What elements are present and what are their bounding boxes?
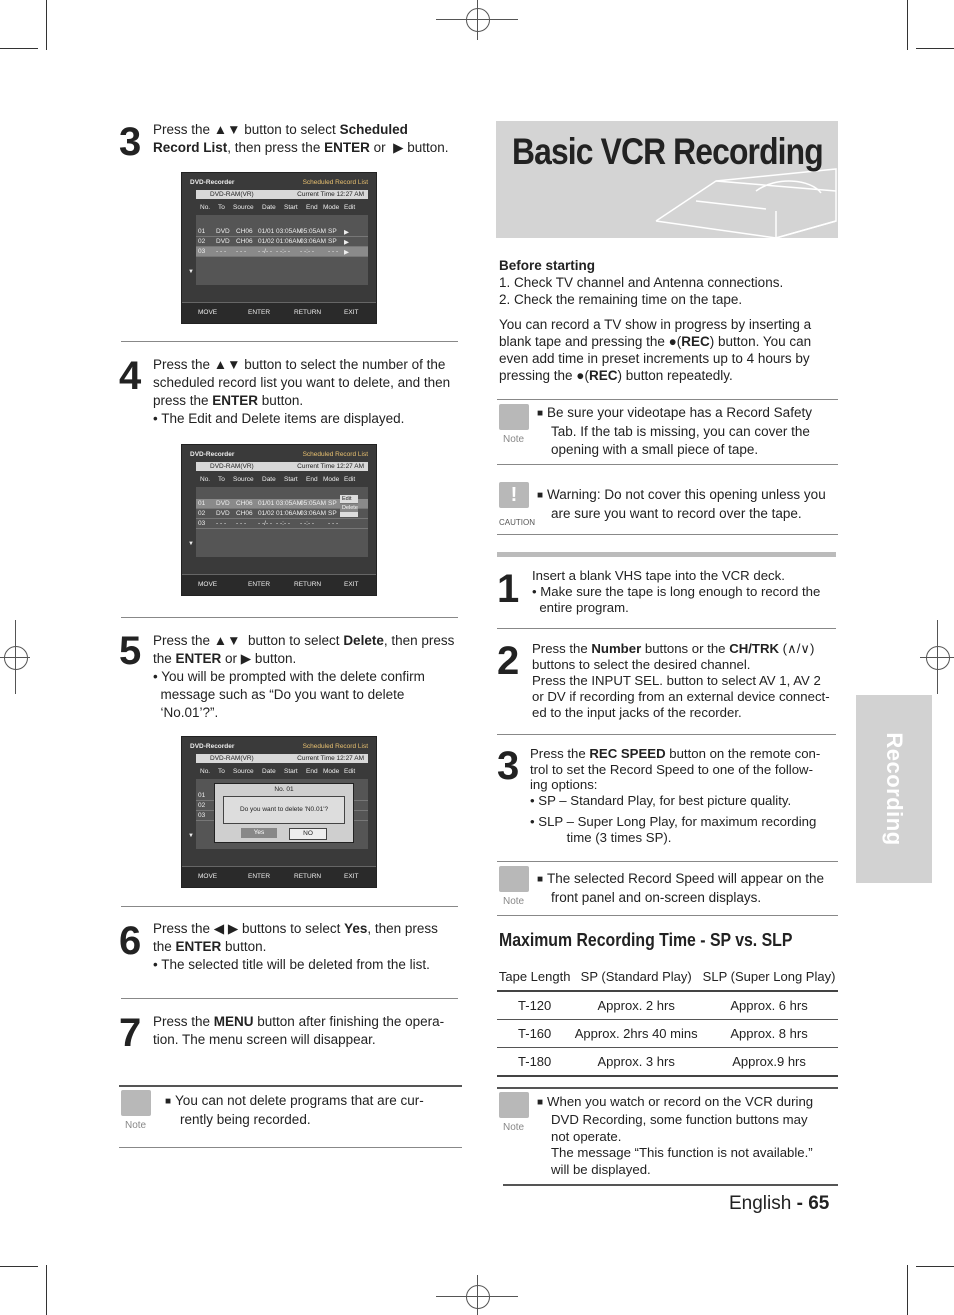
step-number: 4 — [119, 354, 142, 398]
step-line: Press the ◀ ▶ buttons to select Yes, then press — [153, 921, 438, 936]
cell: 01:06AM — [276, 238, 303, 245]
cell: - -/- - — [258, 520, 273, 527]
osd-app: DVD-Recorder — [190, 179, 235, 186]
note-icon — [499, 866, 529, 892]
step-text — [532, 568, 837, 616]
step-line: press the ENTER button. — [153, 393, 304, 408]
cell: 03 — [198, 248, 206, 255]
osd-screen-3 — [181, 736, 377, 888]
cell: 02 — [198, 802, 206, 809]
before-item: 1. Check TV channel and Antenna connections. — [499, 275, 784, 290]
table-row — [196, 237, 368, 247]
step-text — [153, 356, 463, 428]
osd-col: Source — [233, 204, 254, 211]
osd-key: MOVE — [198, 309, 218, 316]
osd-key: RETURN — [294, 581, 322, 588]
note-icon — [499, 1092, 529, 1118]
cell: 03 — [198, 812, 206, 819]
caution-text: ■ Warning: Do not cover this opening unless you are sure you want to record over the tape. — [537, 486, 837, 523]
page-footer — [729, 1193, 829, 1215]
cell: SP — [328, 238, 337, 245]
delete-confirm-dialog — [214, 783, 354, 843]
step-line: Press the MENU button after finishing the opera- — [153, 1014, 445, 1029]
step-number: 1 — [497, 567, 520, 611]
column-header: SLP (Super Long Play) — [700, 962, 838, 991]
edit-menu — [340, 495, 358, 517]
step-line: • You will be prompted with the delete confirm — [153, 669, 425, 684]
scroll-down-icon: ▼ — [188, 269, 194, 275]
cell: - -:- - — [300, 520, 315, 527]
cell: DVD — [216, 238, 230, 245]
note-line: You can not delete programs that are cur- — [175, 1093, 424, 1108]
osd-header — [196, 767, 368, 777]
osd-time: Current Time 12:27 AM — [297, 191, 364, 198]
step-line: Press the Number buttons or the CH/TRK (∧/∨) — [532, 641, 815, 656]
cell: Approx. 6 hrs — [700, 991, 838, 1020]
note-3 — [497, 1090, 838, 1180]
side-tab-label: Recording — [882, 732, 907, 846]
caution-label: CAUTION — [499, 518, 535, 527]
osd-key: ENTER — [248, 309, 271, 316]
step-number: 3 — [119, 120, 142, 164]
step-line: or DV if recording from an external device connect- — [532, 689, 830, 704]
step-line: Press the ▲▼ button to select the number of the — [153, 357, 446, 372]
caution-icon: ! — [499, 482, 529, 508]
before-item: 2. Check the remaining time on the tape. — [499, 292, 743, 307]
cell: DVD — [216, 500, 230, 507]
step-line: trol to set the Record Speed to one of the follow- — [530, 761, 813, 777]
cell: T-160 — [497, 1020, 572, 1048]
note-icon — [499, 404, 529, 430]
osd-col: To — [218, 476, 225, 483]
step-text — [153, 1013, 463, 1049]
recording-time-table — [497, 962, 838, 1077]
step-number: 7 — [119, 1011, 142, 1055]
divider — [497, 534, 838, 535]
step-number: 5 — [119, 629, 142, 673]
osd-col: Edit — [344, 768, 356, 775]
table-header-row — [497, 962, 838, 991]
step-number: 2 — [497, 639, 520, 683]
table-row — [497, 991, 838, 1020]
cell: - - - — [216, 520, 227, 527]
caution-line: are sure you want to record over the tape. — [551, 506, 802, 521]
note-label: Note — [503, 434, 525, 445]
osd-screen-1 — [181, 172, 377, 324]
osd-col: Date — [262, 768, 276, 775]
intro-line: You can record a TV show in progress by inserting a — [499, 317, 812, 332]
osd-key: RETURN — [294, 309, 322, 316]
osd-header — [196, 203, 368, 213]
osd-col: No. — [200, 204, 211, 211]
osd-col: No. — [200, 476, 211, 483]
cell: - - - — [328, 248, 339, 255]
osd-col: To — [218, 768, 225, 775]
divider — [497, 464, 838, 465]
osd-col: No. — [200, 768, 211, 775]
step-line: Press the REC SPEED button on the remote con- — [530, 746, 821, 761]
page-title: Basic VCR Recording — [512, 131, 823, 172]
osd-footer — [182, 302, 376, 323]
before-starting-heading: Before starting — [499, 258, 596, 273]
step-line: • SP – Standard Play, for best picture quality. — [530, 792, 792, 808]
cell: T-180 — [497, 1048, 572, 1077]
footer-language: English — [729, 1193, 792, 1214]
cell: - - - — [328, 520, 339, 527]
osd-footer — [182, 574, 376, 595]
cell: ▶ — [344, 249, 349, 256]
osd-disc: DVD-RAM(VR) — [210, 191, 254, 198]
cell: - -:- - — [300, 248, 315, 255]
osd-col: Mode — [323, 476, 340, 483]
osd-col: End — [306, 768, 318, 775]
step-text — [532, 641, 837, 721]
intro — [499, 316, 839, 384]
note-1 — [497, 402, 838, 462]
note-line: opening with a small piece of tape. — [551, 442, 759, 457]
note-label: Note — [503, 896, 525, 907]
before-starting — [499, 257, 839, 308]
cell: - -:- - — [276, 520, 291, 527]
osd-app: DVD-Recorder — [190, 743, 235, 750]
cell: - -/- - — [258, 248, 273, 255]
step-line: • The Edit and Delete items are displayed. — [153, 411, 405, 426]
divider — [121, 341, 458, 342]
divider — [497, 861, 838, 862]
osd-col: Edit — [344, 476, 356, 483]
cell: SP — [328, 510, 337, 517]
divider — [497, 628, 836, 629]
intro-line: blank tape and pressing the ●(REC) button. You can — [499, 334, 812, 349]
section-bar — [497, 552, 836, 557]
step-text — [530, 746, 837, 845]
note-text: ■ Be sure your videotape has a Record Safety Tab. If the tab is missing, you can cover the opening with a small piece of tape. — [537, 404, 837, 459]
step-line: Press the INPUT SEL. button to select AV 1, AV 2 — [532, 673, 821, 688]
osd-col: Date — [262, 476, 276, 483]
cell: SP — [328, 500, 337, 507]
divider — [503, 1184, 838, 1186]
cell: Approx. 3 hrs — [572, 1048, 700, 1077]
note-label: Note — [125, 1120, 147, 1131]
cell: 01 — [198, 792, 206, 799]
note-line: Be sure your videotape has a Record Safety — [547, 405, 812, 420]
column-header: Tape Length — [497, 962, 572, 991]
cell: 03:06AM — [300, 510, 327, 517]
divider — [497, 399, 838, 400]
table-row — [497, 1020, 838, 1048]
cell: 03 — [198, 520, 206, 527]
cell: CH06 — [236, 510, 253, 517]
title-banner — [496, 121, 838, 238]
note-line: rently being recorded. — [180, 1112, 311, 1127]
delete-item: Delete — [342, 505, 358, 511]
note-line: The message “This function is not available.” — [551, 1145, 813, 1161]
cell: T-120 — [497, 991, 572, 1020]
section-side-tab — [856, 695, 932, 883]
cell: 01:06AM — [276, 510, 303, 517]
step-line: time (3 times SP). — [530, 829, 672, 845]
osd-disc: DVD-RAM(VR) — [210, 463, 254, 470]
note-line: The selected Record Speed will appear on the — [547, 871, 824, 886]
osd-app: DVD-Recorder — [190, 451, 235, 458]
divider — [497, 1087, 838, 1089]
scroll-down-icon: ▼ — [188, 833, 194, 839]
osd-col: Source — [233, 476, 254, 483]
note-line: When you watch or record on the VCR during — [547, 1094, 814, 1109]
dialog-title: No. 01 — [274, 786, 294, 793]
dialog-message: Do you want to delete 'N0.01'? — [223, 796, 345, 824]
divider — [119, 1147, 462, 1148]
step-number: 6 — [119, 919, 142, 963]
cell: - - - — [216, 248, 227, 255]
intro-line: even add time in preset increments up to 4 hours by — [499, 351, 810, 366]
cell: Approx. 2hrs 40 mins — [572, 1020, 700, 1048]
note-label: Note — [503, 1122, 525, 1133]
step-line: • SLP – Super Long Play, for maximum recording — [530, 814, 817, 829]
cell: 01/02 — [258, 510, 275, 517]
cell: 01 — [198, 228, 206, 235]
step-text — [153, 920, 463, 974]
scroll-down-icon: ▼ — [188, 541, 194, 547]
divider — [119, 1085, 462, 1087]
step-line: message such as “Do you want to delete — [153, 687, 405, 702]
step-line: ed to the input jacks of the recorder. — [532, 705, 742, 720]
osd-grid — [196, 215, 368, 285]
note-line: not operate. — [551, 1128, 622, 1144]
cell: SP — [328, 228, 337, 235]
osd-col: To — [218, 204, 225, 211]
osd-key: RETURN — [294, 873, 322, 880]
step-line: Record List, then press the ENTER or ▶ button. — [153, 140, 449, 155]
note-text: ■ When you watch or record on the VCR during DVD Recording, some function buttons may not operate. The message “This function is not available.” will be displayed. — [537, 1094, 837, 1179]
note-text: ■ You can not delete programs that are cur- rently being recorded. — [165, 1092, 455, 1129]
step-text — [153, 121, 463, 157]
osd-key: MOVE — [198, 581, 218, 588]
divider — [121, 617, 458, 618]
osd-disc: DVD-RAM(VR) — [210, 755, 254, 762]
table-row — [196, 227, 368, 237]
step-line: tion. The menu screen will disappear. — [153, 1032, 376, 1047]
osd-key: EXIT — [344, 873, 359, 880]
osd-col: Date — [262, 204, 276, 211]
cell: Approx. 2 hrs — [572, 991, 700, 1020]
intro-line: pressing the ●(REC) button repeatedly. — [499, 368, 733, 383]
table-row — [497, 1048, 838, 1077]
osd-key: MOVE — [198, 873, 218, 880]
osd-list-title: Scheduled Record List — [302, 743, 368, 750]
left-note — [119, 1088, 462, 1146]
step-line: • Make sure the tape is long enough to record the — [532, 584, 821, 599]
step-line: entire program. — [532, 600, 629, 615]
caution-line: Warning: Do not cover this opening unless you — [547, 487, 826, 502]
step-line: • The selected title will be deleted from the list. — [153, 957, 430, 972]
step-line: Press the ▲▼ button to select Scheduled — [153, 122, 408, 137]
cell: - -:- - — [276, 248, 291, 255]
divider — [121, 906, 458, 907]
cell: 03:06AM — [300, 238, 327, 245]
cell: 02 — [198, 510, 206, 517]
note-2 — [497, 864, 838, 914]
osd-screen-2 — [181, 444, 377, 596]
cell: 05:05AM — [300, 228, 327, 235]
osd-col: Mode — [323, 768, 340, 775]
osd-key: ENTER — [248, 873, 271, 880]
step-line: scheduled record list you want to delete, and then — [153, 375, 451, 390]
osd-col: End — [306, 476, 318, 483]
step-line: the ENTER button. — [153, 939, 267, 954]
osd-col: Mode — [323, 204, 340, 211]
note-line: will be displayed. — [551, 1162, 651, 1178]
osd-footer — [182, 866, 376, 887]
table-row — [196, 247, 368, 257]
step-text — [153, 632, 463, 722]
cell: ▶ — [344, 229, 349, 236]
note-line: DVD Recording, some function buttons may — [551, 1111, 808, 1127]
cell: 01/01 — [258, 228, 275, 235]
cell: 03:05AM — [276, 228, 303, 235]
osd-time: Current Time 12:27 AM — [297, 755, 364, 762]
step-line: buttons to select the desired channel. — [532, 657, 751, 672]
divider — [497, 915, 838, 916]
cell: 01/01 — [258, 500, 275, 507]
note-text: ■ The selected Record Speed will appear on the front panel and on-screen displays. — [537, 870, 837, 907]
osd-key: EXIT — [344, 309, 359, 316]
cell: 01 — [198, 500, 206, 507]
table-heading: Maximum Recording Time - SP vs. SLP — [499, 930, 793, 950]
step-line: Insert a blank VHS tape into the VCR deck. — [532, 568, 785, 583]
note-icon — [121, 1090, 151, 1116]
note-line: front panel and on-screen displays. — [551, 890, 762, 905]
cell: CH06 — [236, 500, 253, 507]
cell: 03:05AM — [276, 500, 303, 507]
cell: Approx. 8 hrs — [700, 1020, 838, 1048]
osd-time: Current Time 12:27 AM — [297, 463, 364, 470]
osd-col: Source — [233, 768, 254, 775]
cell: CH06 — [236, 238, 253, 245]
osd-col: End — [306, 204, 318, 211]
divider — [121, 998, 458, 999]
step-line: Press the ▲▼ button to select Delete, then press — [153, 633, 455, 648]
cell: - - - — [236, 520, 247, 527]
table-row — [196, 519, 368, 529]
caution — [497, 480, 838, 532]
step-line: ‘No.01’?”. — [153, 705, 219, 720]
yes-button[interactable]: Yes — [241, 828, 277, 838]
no-button[interactable]: NO — [289, 828, 327, 840]
osd-key: ENTER — [248, 581, 271, 588]
step-line: ing options: — [530, 777, 598, 792]
column-header: SP (Standard Play) — [572, 962, 700, 991]
osd-list-title: Scheduled Record List — [302, 179, 368, 186]
osd-col: Start — [284, 768, 298, 775]
osd-col: Start — [284, 204, 298, 211]
step-line: the ENTER or ▶ button. — [153, 651, 297, 666]
page-number: - 65 — [796, 1193, 830, 1214]
osd-header — [196, 475, 368, 485]
cell: CH06 — [236, 228, 253, 235]
osd-col: Start — [284, 476, 298, 483]
osd-list-title: Scheduled Record List — [302, 451, 368, 458]
cell: 05:05AM — [300, 500, 327, 507]
osd-col: Edit — [344, 204, 356, 211]
cell: 01/02 — [258, 238, 275, 245]
cell: ▶ — [344, 239, 349, 246]
cell: - - - — [236, 248, 247, 255]
step-number: 3 — [497, 744, 520, 788]
edit-item: Edit — [340, 495, 358, 504]
cell: 02 — [198, 238, 206, 245]
cell: Approx.9 hrs — [700, 1048, 838, 1077]
note-line: Tab. If the tab is missing, you can cover the — [551, 424, 810, 439]
cell: DVD — [216, 228, 230, 235]
divider — [497, 734, 836, 735]
osd-key: EXIT — [344, 581, 359, 588]
cell: DVD — [216, 510, 230, 517]
